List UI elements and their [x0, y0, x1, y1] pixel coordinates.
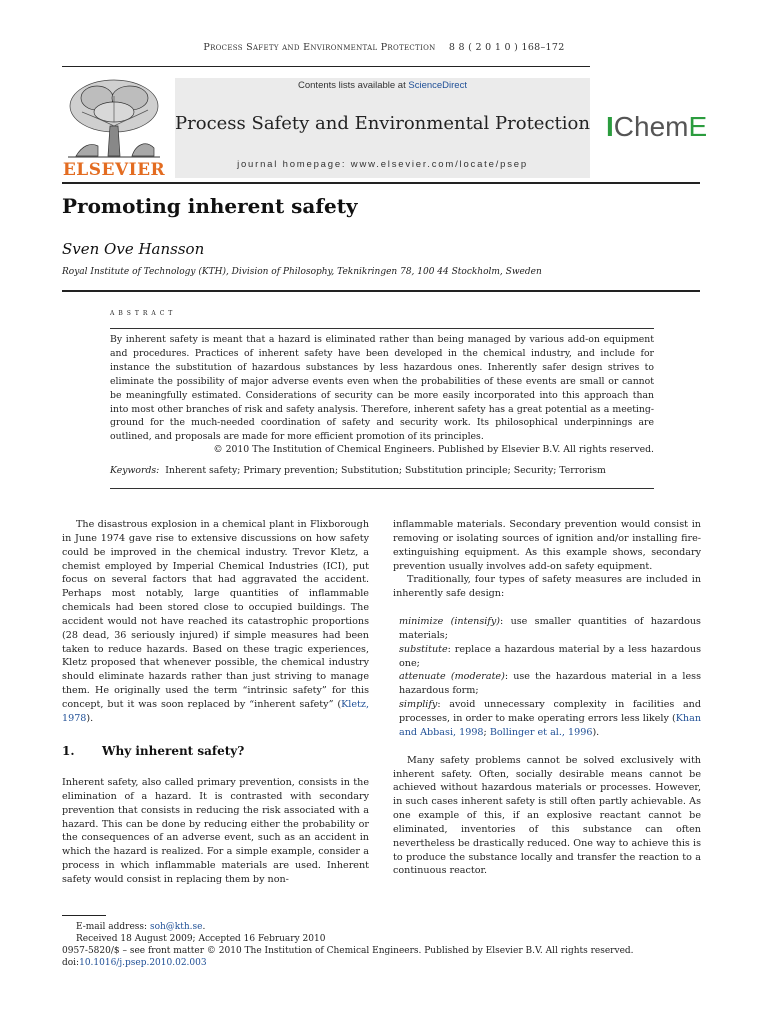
title-rule: [62, 290, 700, 292]
section-heading: [62, 744, 244, 758]
sciencedirect-link[interactable]: ScienceDirect: [408, 80, 467, 91]
col2-para3: Many safety problems cannot be solved exclusively with inherent safety. Often, socially desirable means cannot be achieved without hazardous materials or processes. However, in such cases inherent safety is still often partly achievable. As one example of this, if an explosive reactant cannot be eliminated, inventories of this substance can often nevertheless be drastically reduced. One way to achieve this is to produce the substance locally and transfer the reaction to a continuous reactor.: [393, 754, 701, 877]
list-item: [399, 670, 701, 698]
intro-text: The disastrous explosion in a chemical plant in Flixborough in June 1974 gave rise to extensive discussions on how safety could be improved in the chemical industry. Trevor Kletz, a chemist employed by Imperial Chemical Industries (ICI), put focus on several factors that had aggravated the accident. Perhaps most notably, large quantities of inflammable chemicals had been stored close to occupied buildings. The accident would not have reached its catastrophic proportions (28 dead, 36 seriously injured) if simple measures had been taken to reduce hazards. Based on these tragic experiences, Kletz proposed that whenever possible, the chemical industry should eliminate hazards rather than just striving to manage them. He originally used the term “intrinsic safety” for this concept, but it was soon replaced by “inherent safety” (: [62, 519, 369, 710]
abstract-bottom-rule: [110, 488, 654, 489]
footer-email: [62, 921, 716, 933]
keywords-label: Keywords:: [110, 465, 160, 476]
safety-measures-list: [399, 615, 701, 740]
icheme-logo: [606, 111, 706, 143]
abstract-copyright: © 2010 The Institution of Chemical Engineers. Published by Elsevier B.V. All rights reserved.: [213, 444, 654, 455]
doi-label: doi:: [62, 958, 80, 968]
def-term: simplify: [399, 699, 438, 711]
list-item: [399, 615, 701, 643]
icheme-logo-bar: I: [606, 111, 614, 142]
running-head-journal: Process Safety and Environmental Protection: [203, 42, 436, 53]
elsevier-wordmark: ELSEVIER: [62, 160, 166, 180]
journal-homepage[interactable]: journal homepage: www.elsevier.com/locate/psep: [237, 159, 528, 170]
def-end: ).: [592, 726, 600, 738]
abstract-top-rule: [110, 328, 654, 329]
article-title: Promoting inherent safety: [62, 194, 358, 218]
article-author: Sven Ove Hansson: [62, 240, 205, 258]
doi-link[interactable]: 10.1016/j.psep.2010.02.003: [79, 958, 207, 968]
col2-para2: Traditionally, four types of safety measures are included in inherently safe design:: [393, 574, 701, 600]
intro-end: ).: [86, 712, 94, 724]
citation-bollinger[interactable]: Bollinger et al., 1996: [489, 726, 593, 738]
right-column: [393, 518, 701, 878]
citation-khan-abbasi[interactable]: Khan and Abbasi, 1998: [399, 712, 701, 738]
journal-name: Process Safety and Environmental Protection: [175, 113, 590, 134]
footer-received: Received 18 August 2009; Accepted 16 February 2010: [76, 934, 326, 944]
keywords-list: Inherent safety; Primary prevention; Substitution; Substitution principle; Security; Terrorism: [165, 465, 606, 476]
contents-line: [175, 80, 590, 91]
citation-separator: ;: [483, 726, 490, 738]
intro-paragraph: [62, 518, 369, 726]
citation-kletz[interactable]: Kletz, 1978: [62, 698, 369, 724]
def-text: : avoid unnecessary complexity in facilities and processes, in order to make operating errors less likely (: [399, 699, 701, 724]
section-text: Inherent safety, also called primary prevention, consists in the elimination of a hazard. It is contrasted with secondary prevention that consists in reducing the risk associated with a hazard. This can be done by reducing either the probability or the consequences of an adverse event, such as an accident in which the hazard is realized. For a simple example, consider a process in which inflammable materials are used. Inherent safety would consist in replacing them by non-: [62, 777, 369, 885]
running-head: [0, 42, 768, 53]
icheme-logo-e: E: [688, 111, 708, 142]
footer-doi: [62, 957, 702, 969]
top-rule: [62, 66, 590, 67]
footnote-rule: [62, 915, 106, 916]
author-affiliation: Royal Institute of Technology (KTH), Division of Philosophy, Teknikringen 78, 100 44 Stockholm, Sweden: [62, 267, 542, 277]
keywords: [110, 465, 606, 476]
def-text: : use smaller quantities of hazardous materials;: [399, 616, 701, 641]
list-item: [399, 643, 701, 671]
email-end: .: [202, 922, 206, 932]
section-title: Why inherent safety?: [102, 744, 245, 758]
footer-front-matter: 0957-5820/$ – see front matter © 2010 The Institution of Chemical Engineers. Published by Elsevier B.V. All rights reserved.: [62, 946, 634, 956]
def-term: substitute: [399, 643, 448, 655]
section-paragraph: [62, 776, 369, 887]
abstract-text: By inherent safety is meant that a hazard is eliminated rather than being managed by various add-on equipment and procedures. Practices of inherent safety have been developed in the chemical industry, and include for instance the substitution of hazardous substances by less hazardous ones. Inherently safer design strives to eliminate the possibility of major adverse events even when the probabilities of these events are small or cannot be meaningfully estimated. Considerations of security can be more easily incorporated into this approach than into most other branches of risk and safety analysis. Therefore, inherent safety has a great potential as a meeting-ground for the much-needed coordination of safety and security work. Its philosophical underpinnings are outlined, and proposals are made for more efficient promotion of its principles.: [110, 334, 654, 443]
running-head-volume: 8 8 ( 2 0 1 0 ) 168–172: [448, 42, 565, 53]
def-text: : replace a hazardous material by a less hazardous one;: [399, 643, 701, 669]
def-text: : use the hazardous material in a less hazardous form;: [399, 671, 701, 697]
def-term: minimize (intensify): [399, 616, 501, 628]
email-label: E-mail address:: [76, 922, 150, 932]
email-link[interactable]: soh@kth.se: [149, 922, 203, 932]
col2-para1: inflammable materials. Secondary prevention would consist in removing or isolating sources of ignition and/or installing fire-extinguishing equipment. As this example shows, secondary prevention usually involves add-on safety equipment.: [393, 519, 701, 572]
header-rule: [62, 182, 700, 184]
abstract-heading: abstract: [110, 308, 177, 318]
tree-icon: [62, 76, 166, 160]
icheme-logo-chem: Chem: [613, 111, 689, 142]
section-number: 1.: [62, 744, 75, 758]
contents-prefix: Contents lists available at: [298, 80, 409, 91]
list-item: [399, 698, 701, 740]
def-term: attenuate (moderate): [399, 671, 505, 683]
